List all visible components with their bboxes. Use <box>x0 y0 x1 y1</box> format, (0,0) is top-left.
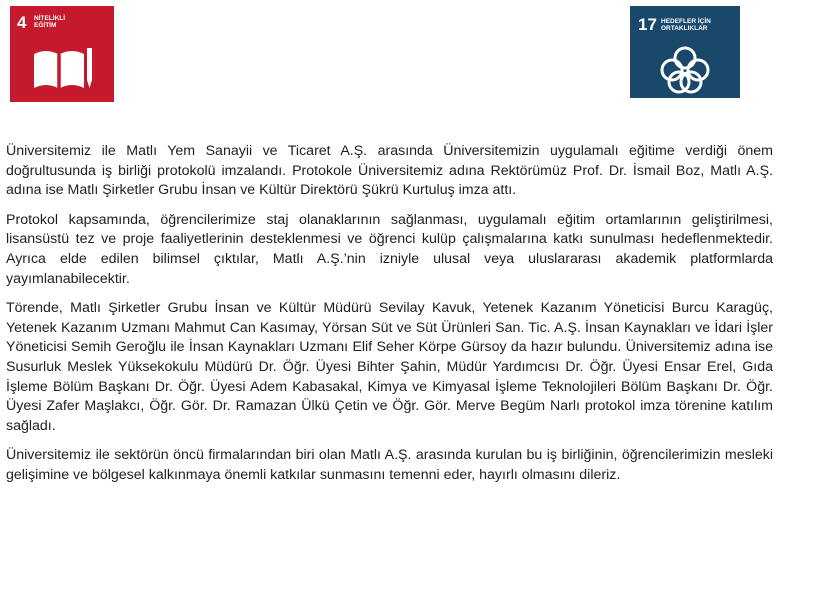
article-paragraph: Törende, Matlı Şirketler Grubu İnsan ve Kültür Müdürü Sevilay Kavuk, Yetenek Kazanım Yöneticisi Burcu Karagüç, Yetenek Kazanım Uzmanı Mahmut Can Kasımay, Yörsan Süt ve Süt Ürünleri San. Tic. A.Ş. İnsan Kaynakları ve İdari İşler Yöneticisi Semih Geroğlu ile İnsan Kaynakları Uzmanı Elif Seher Körpe Gürsoy da hazır bulundu. Üniversitemiz adına ise Susurluk Meslek Yüksekokulu Müdürü Dr. Öğr. Üyesi Bihter Şahin, Müdür Yardımcısı Dr. Öğr. Üyesi Ensar Erel, Gıda İşleme Bölüm Başkanı Dr. Öğr. Üyesi Adem Kabasakal, Kimya ve Kimyasal İşleme Teknolojileri Bölüm Başkanı Dr. Öğr. Üyesi Zafer Maşlakcı, Öğr. Gör. Dr. Ramazan Ülkü Çetin ve Öğr. Gör. Merve Begüm Narlı protokol imza törenine katılım sağladı. <box>6 300 773 434</box>
sdg4-number: 4 <box>17 13 27 32</box>
article-paragraph: Üniversitemiz ile Matlı Yem Sanayii ve Ticaret A.Ş. arasında Üniversitemizin uygulamalı eğitime verdiği önem doğrultusunda iş birliği protokolü imzalandı. Protokole Üniversitemiz adına Rektörümüz Prof. Dr. İsmail Boz, Matlı A.Ş. adına ise Matlı Şirketler Grubu İnsan ve Kültür Direktörü Şükrü Kurtuluş imza attı. <box>6 143 773 199</box>
sdg17-partnerships-logo <box>630 6 740 98</box>
sdg4-title <box>34 15 82 29</box>
article-paragraph: Üniversitemiz ile sektörün öncü firmalarından biri olan Matlı A.Ş. arasında kurulan bu iş birliğinin, öğrencilerimizin mesleki gelişimine ve bölgesel kalkınmaya önemli katkılar sunmasını temenni eder, hayırlı olmasını dileriz. <box>6 447 773 483</box>
sdg4-title-line1: NİTELİKLİ <box>34 15 66 22</box>
sdg17-title-line2: ORTAKLIKLAR <box>661 25 708 32</box>
article-paragraph: Protokol kapsamında, öğrencilerimize staj olanaklarının sağlanması, uygulamalı eğitim ortamlarının geliştirilmesi, lisansüstü tez ve proje faaliyetlerinin desteklenmesi ve öğrenci kulüp çalışmalarına katkı sunulması hedeflenmektedir. Ayrıca elde edilen bilimsel çıktılar, Matlı A.Ş.’nin izniyle ulusal veya uluslararası akademik platformlarda yayımlanabilecektir. <box>6 211 773 287</box>
sdg4-quality-education-logo <box>10 6 114 102</box>
sdg17-title <box>661 18 733 32</box>
sdg17-number: 17 <box>638 15 657 34</box>
interlocking-rings-icon <box>655 46 715 94</box>
sdg17-title-line1: HEDEFLER İÇİN <box>661 18 711 25</box>
sdg4-title-line2: EĞİTİM <box>34 22 57 29</box>
article-body <box>6 142 773 496</box>
open-book-and-pencil-icon <box>32 44 94 92</box>
